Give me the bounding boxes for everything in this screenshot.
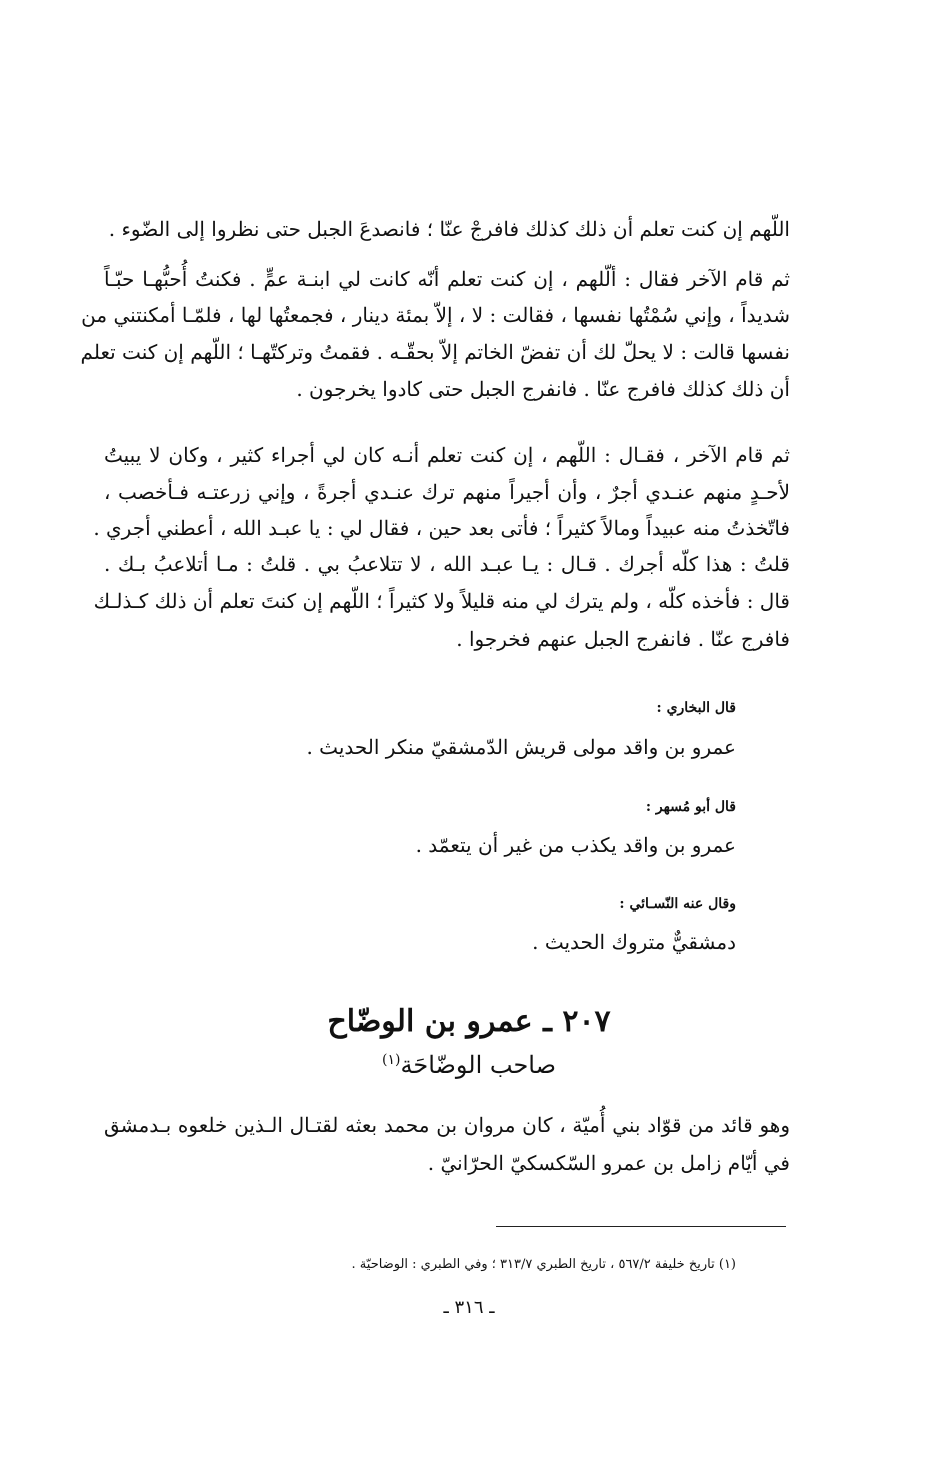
- paragraph-line: قال : فأخذه كلّه ، ولم يترك لي منه قليلاً ولا كثيراً ؛ اللّهم إن كنتَ تعلم أن ذلك كـذلـك: [93, 589, 790, 613]
- paragraph-line: فاتّخذتُ منه عبيداً ومالاً كثيراً ؛ فأتى بعد حين ، فقال لي : يا عبـد الله ، أعطني أجري .: [93, 516, 790, 540]
- quote-text: عمرو بن واقد يكذب من غير أن يتعمّد .: [415, 833, 736, 857]
- paragraph-line: شديداً ، وإني سُمْتُها نفسها ، فقالت : لا ، إلاّ بمئة دينار ، فجمعتُها لها ، فلمّـا أمكنتني من: [81, 303, 790, 327]
- paragraph-line: نفسها قالت : لا يحلّ لك أن تفضّ الخاتم إلاّ بحقّـه . فقمتُ وتركتّهـا ؛ اللّهم إن كنت تعلم: [80, 340, 790, 364]
- paragraph-line: في أيّام زامل بن عمرو السّكسكيّ الحرّانيّ .: [427, 1151, 790, 1175]
- paragraph-line: لأحـدٍ منهم عنـدي أجرٌ ، وأن أجيراً منهم ترك عنـدي أجرةً ، وإني زرعتـه فـأخصب ،: [104, 480, 790, 504]
- paragraph-line: ثم قام الآخر فقال : ألّلهم ، إن كنت تعلم أنّه كانت لي ابنـة عمٍّ . فكنتُ أُحبُّهـا حبّـاً: [104, 267, 790, 291]
- entry-subheading: [0, 1044, 938, 1081]
- paragraph-line: فافرج عنّا . فانفرج الجبل عنهم فخرجوا .: [456, 627, 790, 651]
- quote-text: دمشقيٌّ متروك الحديث .: [532, 930, 736, 954]
- quote-label: وقال عنه النّسـائي :: [619, 896, 736, 912]
- subheading-text: صاحب الوضّاحَة: [400, 1051, 556, 1079]
- entry-heading: ٢٠٧ ـ عمرو بن الوضّاح: [327, 1004, 611, 1039]
- paragraph-line: وهو قائد من قوّاد بني أُميّة ، كان مروان بن محمد بعثه لقتـال الـذين خلعوه بـدمشق: [104, 1113, 790, 1137]
- paragraph-line: ثم قام الآخر ، فقـال : اللّهم ، إن كنت تعلم أنـه كان لي أجراء كثير ، وكان لا يبيتُ: [104, 443, 790, 467]
- page-number: ـ ٣١٦ ـ: [443, 1297, 495, 1318]
- quote-label: قال أبو مُسهر :: [645, 799, 736, 815]
- footnote-marker: (١): [382, 1052, 401, 1068]
- paragraph-line: اللّهم إن كنت تعلم أن ذلك كذلك فافرجْ عنّا ؛ فانصدعَ الجبل حتى نظروا إلى الضّوء .: [108, 217, 790, 241]
- paragraph-line: أن ذلك كذلك فافرج عنّا . فانفرج الجبل حتى كادوا يخرجون .: [296, 377, 790, 401]
- quote-label: قال البخاري :: [656, 700, 736, 716]
- paragraph-line: قلتُ : هذا كلّه أجرك . قـال : يـا عبـد الله ، لا تتلاعبُ بي . قلتُ : مـا أتلاعبُ بـك .: [104, 552, 790, 576]
- footnote: (١) تاريخ خليفة ٥٦٧/٢ ، تاريخ الطبري ٣١٣/٧ ؛ وفي الطبري : الوضاحيّة .: [351, 1257, 736, 1272]
- footnote-divider: [496, 1226, 786, 1227]
- quote-text: عمرو بن واقد مولى قريش الدّمشقيّ منكر الحديث .: [306, 735, 736, 759]
